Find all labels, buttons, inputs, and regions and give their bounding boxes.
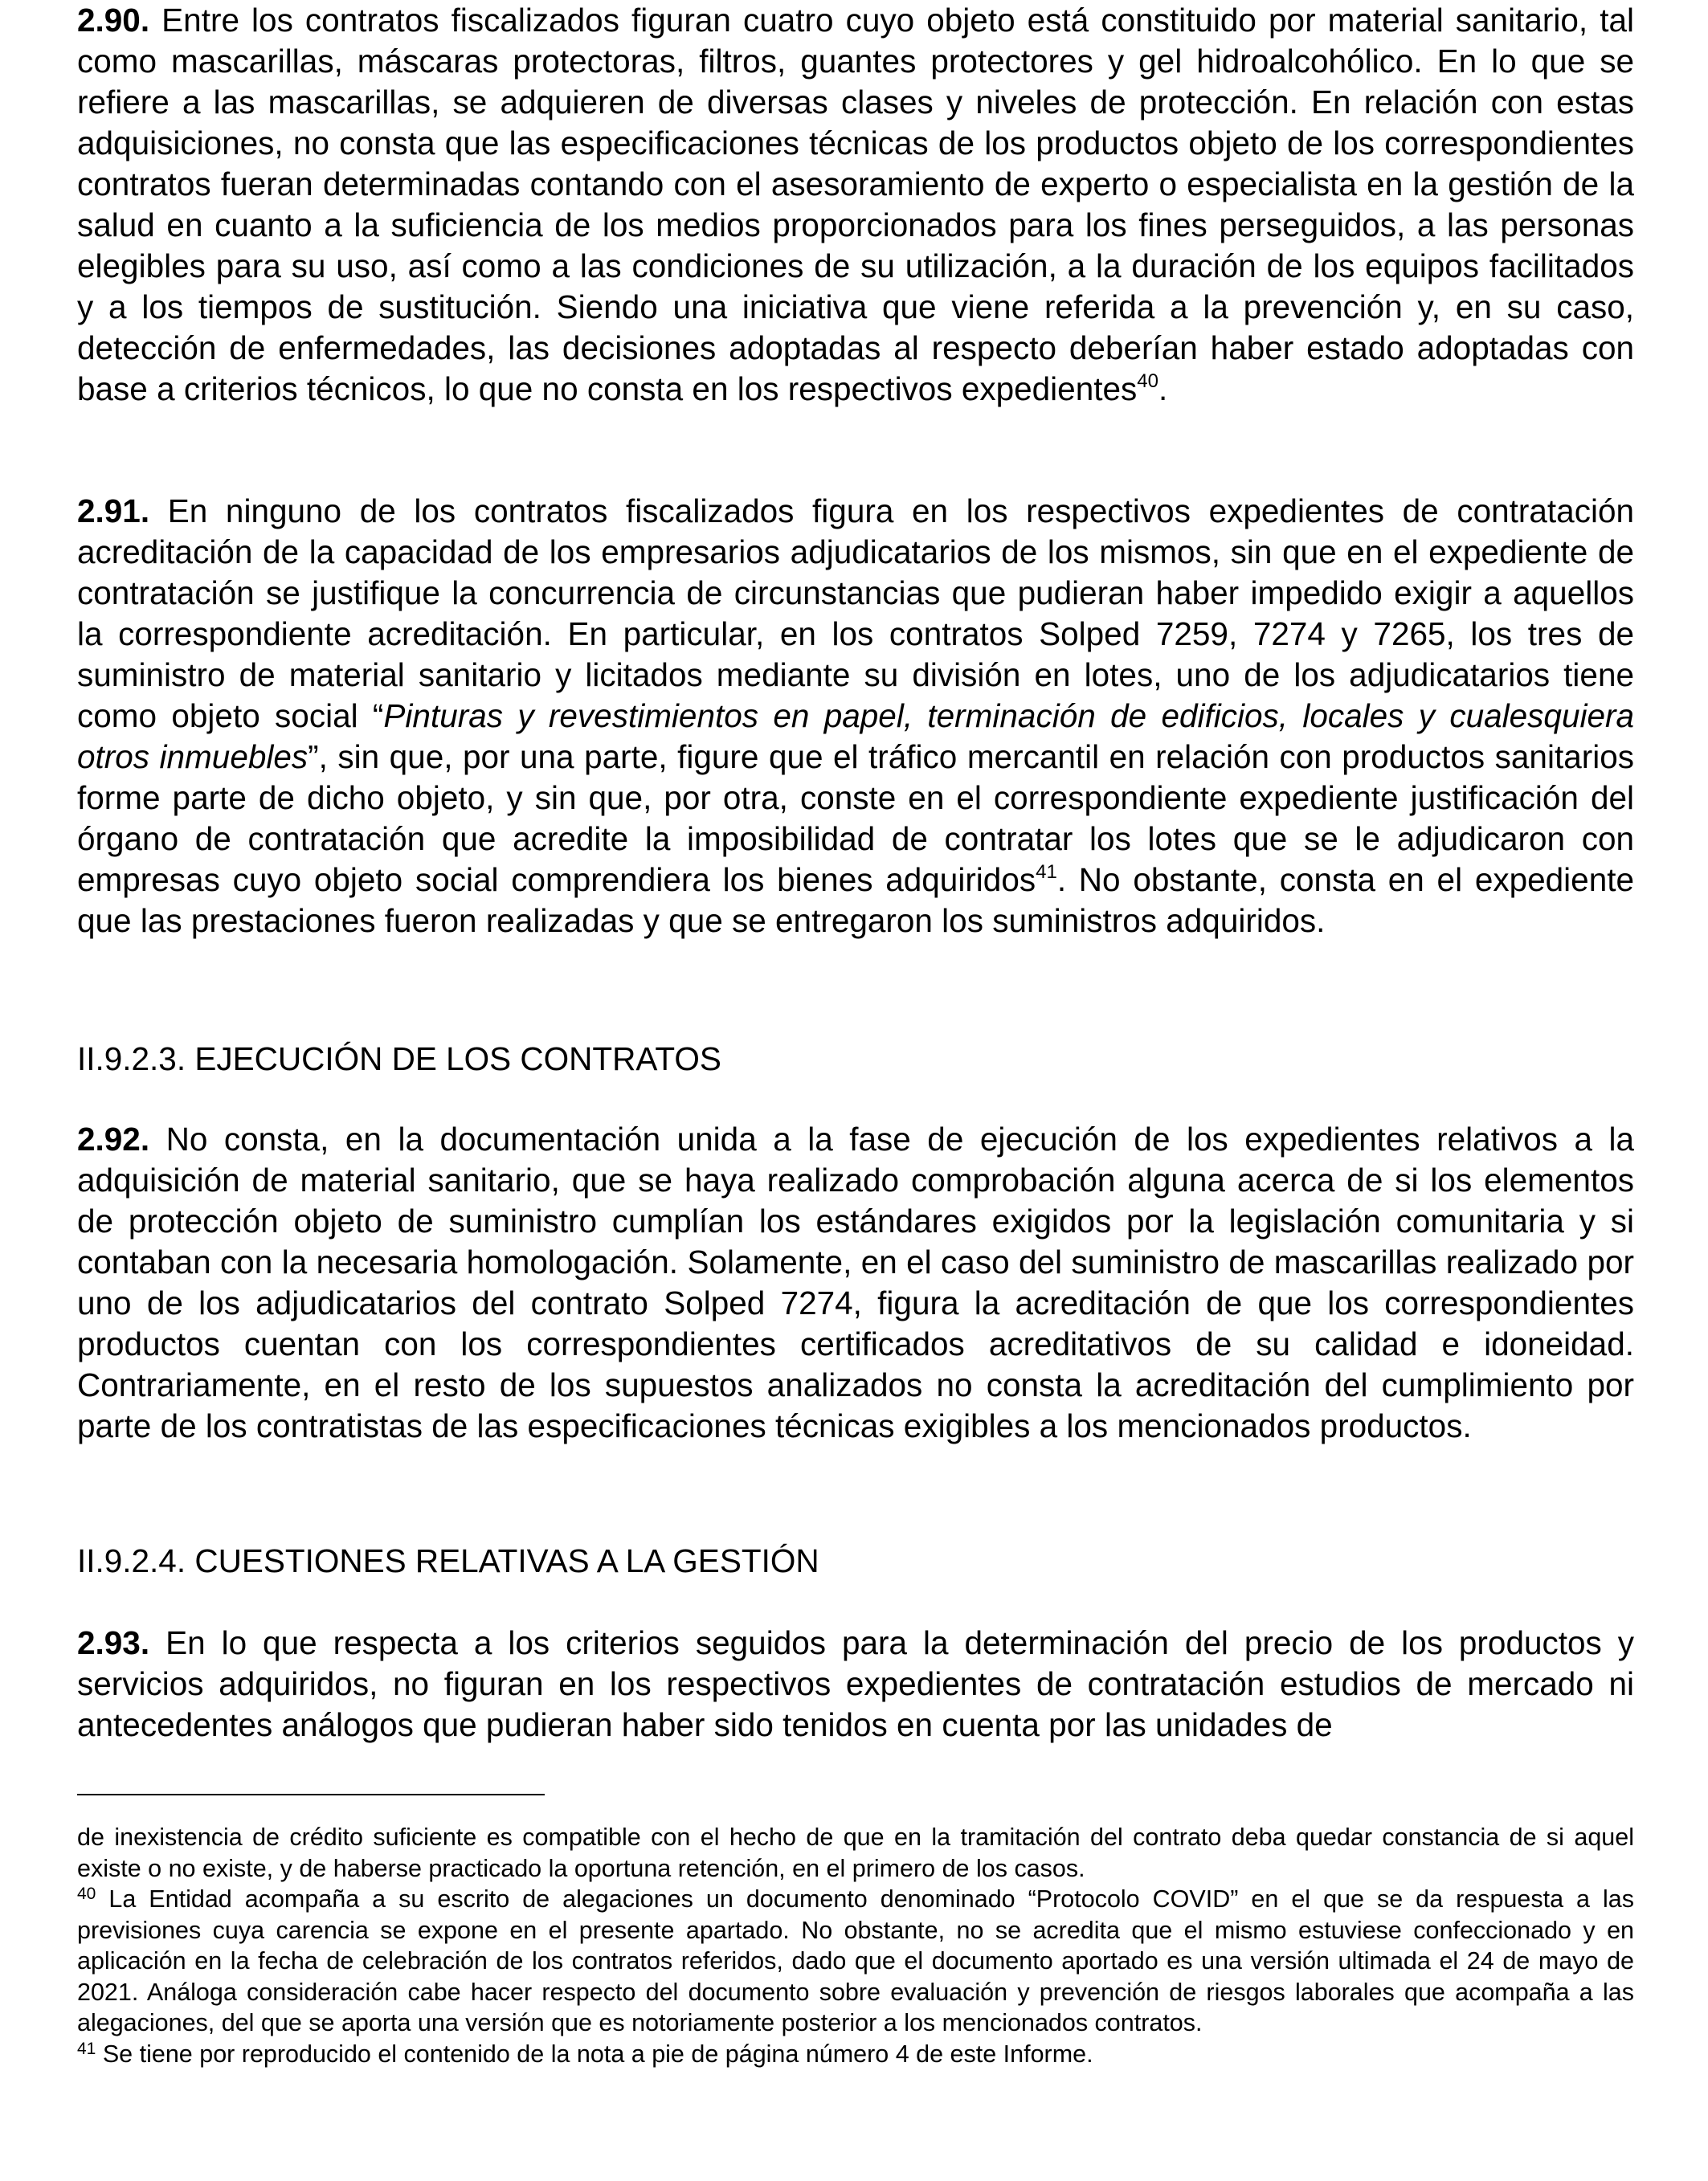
paragraph-number: 2.90. <box>77 2 150 39</box>
section-heading: II.9.2.3. EJECUCIÓN DE LOS CONTRATOS <box>77 1040 721 1077</box>
footnote-ref-41[interactable]: 41 <box>1036 861 1057 883</box>
paragraph-text: En ninguno de los contratos fiscalizados figura en los respectivos expedientes de contratación acreditación de la capacidad de los empresarios adjudicatarios de los mismos, sin que en el expediente de contratación se justifique la concurrencia de circunstancias que pudieran haber impedido exigir a aquellos la correspondiente acreditación. En particular, en los contratos Solped 7259, 7274 y 7265, los tres de suministro de material sanitario y licitados mediante su división en lotes, uno de los adjudicatarios tiene como objeto social “ <box>77 492 1634 734</box>
footnotes <box>77 1822 1634 2069</box>
section-heading-gestion <box>77 1541 1634 1582</box>
footnote-41-text: Se tiene por reproducido el contenido de la nota a pie de página número 4 de este Informe. <box>102 2040 1093 2068</box>
footnote-40-text: La Entidad acompaña a su escrito de alegaciones un documento denominado “Protocolo COVID” en el que se da respuesta a las previsiones cuya carencia se expone en el presente apartado. No obstante, no se acredita que el mismo estuviese confeccionado y en aplicación en la fecha de celebración de los contratos referidos, dado que el documento aportado es una versión ultimada el 24 de mayo de 2021. Análoga consideración cabe hacer respecto del documento sobre evaluación y prevención de riesgos laborales que acompaña a las alegaciones, del que se aporta una versión que es notoriamente posterior a los mencionados contratos. <box>77 1885 1635 2036</box>
footnote-41 <box>77 2039 1634 2070</box>
footnote-40-number: 40 <box>77 1885 96 1903</box>
paragraph-text-end: . No obstante, consta en el expediente que las prestaciones fueron realizadas y que se entregaron los suministros adquiridos. <box>77 861 1634 939</box>
paragraph-2-92 <box>77 1119 1634 1447</box>
paragraph-number: 2.91. <box>77 492 150 529</box>
section-heading-ejecucion <box>77 1039 1634 1080</box>
paragraph-2-90 <box>77 0 1634 410</box>
section-heading: II.9.2.4. CUESTIONES RELATIVAS A LA GESTIÓN <box>77 1542 819 1579</box>
paragraph-number: 2.93. <box>77 1624 150 1661</box>
paragraph-number: 2.92. <box>77 1121 150 1158</box>
quoted-social-object: Pinturas y revestimientos en papel, terminación de edificios, locales y cualesquiera otros inmuebles <box>77 697 1635 775</box>
paragraph-text: No consta, en la documentación unida a la fase de ejecución de los expedientes relativos a la adquisición de material sanitario, que se haya realizado comprobación alguna acerca de si los elementos de protección objeto de suministro cumplían los estándares exigidos por la legislación comunitaria y si contaban con la necesaria homologación. Solamente, en el caso del suministro de mascarillas realizado por uno de los adjudicatarios del contrato Solped 7274, figura la acreditación de que los correspondientes productos cuentan con los correspondientes certificados acreditativos de su calidad e idoneidad. Contrariamente, en el resto de los supuestos analizados no consta la acreditación del cumplimiento por parte de los contratistas de las especificaciones técnicas exigibles a los mencionados productos. <box>77 1121 1634 1444</box>
footnote-continuation: de inexistencia de crédito suficiente es compatible con el hecho de que en la tramitación del contrato deba quedar constancia de si aquel existe o no existe, y de haberse practicado la oportuna retención, en el primero de los casos. <box>77 1824 1634 1882</box>
footnote-41-number: 41 <box>77 2039 96 2058</box>
paragraph-text: Entre los contratos fiscalizados figuran cuatro cuyo objeto está constituido por material sanitario, tal como mascarillas, máscaras protectoras, filtros, guantes protectores y gel hidroalcohólico. En lo que se refiere a las mascarillas, se adquieren de diversas clases y niveles de protección. En relación con estas adquisiciones, no consta que las especificaciones técnicas de los productos objeto de los correspondientes contratos fueran determinadas contando con el asesoramiento de experto o especialista en la gestión de la salud en cuanto a la suficiencia de los medios proporcionados para los fines perseguidos, a las personas elegibles para su uso, así como a las condiciones de su utilización, a la duración de los equipos facilitados y a los tiempos de sustitución. Siendo una iniciativa que viene referida a la prevención y, en su caso, detección de enfermedades, las decisiones adoptadas al respecto deberían haber estado adoptadas con base a criterios técnicos, lo que no consta en los respectivos expedientes <box>77 2 1634 407</box>
paragraph-text: En lo que respecta a los criterios seguidos para la determinación del precio de los productos y servicios adquiridos, no figuran en los respectivos expedientes de contratación estudios de mercado ni antecedentes análogos que pudieran haber sido tenidos en cuenta por las unidades de <box>77 1624 1634 1743</box>
paragraph-2-93 <box>77 1623 1634 1746</box>
paragraph-text-cont: ”, sin que, por una parte, figure que el tráfico mercantil en relación con productos sanitarios forme parte de dicho objeto, y sin que, por otra, conste en el correspondiente expediente justificación del órgano de contratación que acredite la imposibilidad de contratar los lotes que se le adjudicaron con empresas cuyo objeto social comprendiera los bienes adquiridos <box>77 738 1634 898</box>
footnote-40 <box>77 1884 1634 2039</box>
paragraph-end: . <box>1158 370 1168 407</box>
footnote-ref-40[interactable]: 40 <box>1137 370 1158 392</box>
paragraph-2-91 <box>77 491 1634 941</box>
footnote-separator <box>77 1794 545 1795</box>
